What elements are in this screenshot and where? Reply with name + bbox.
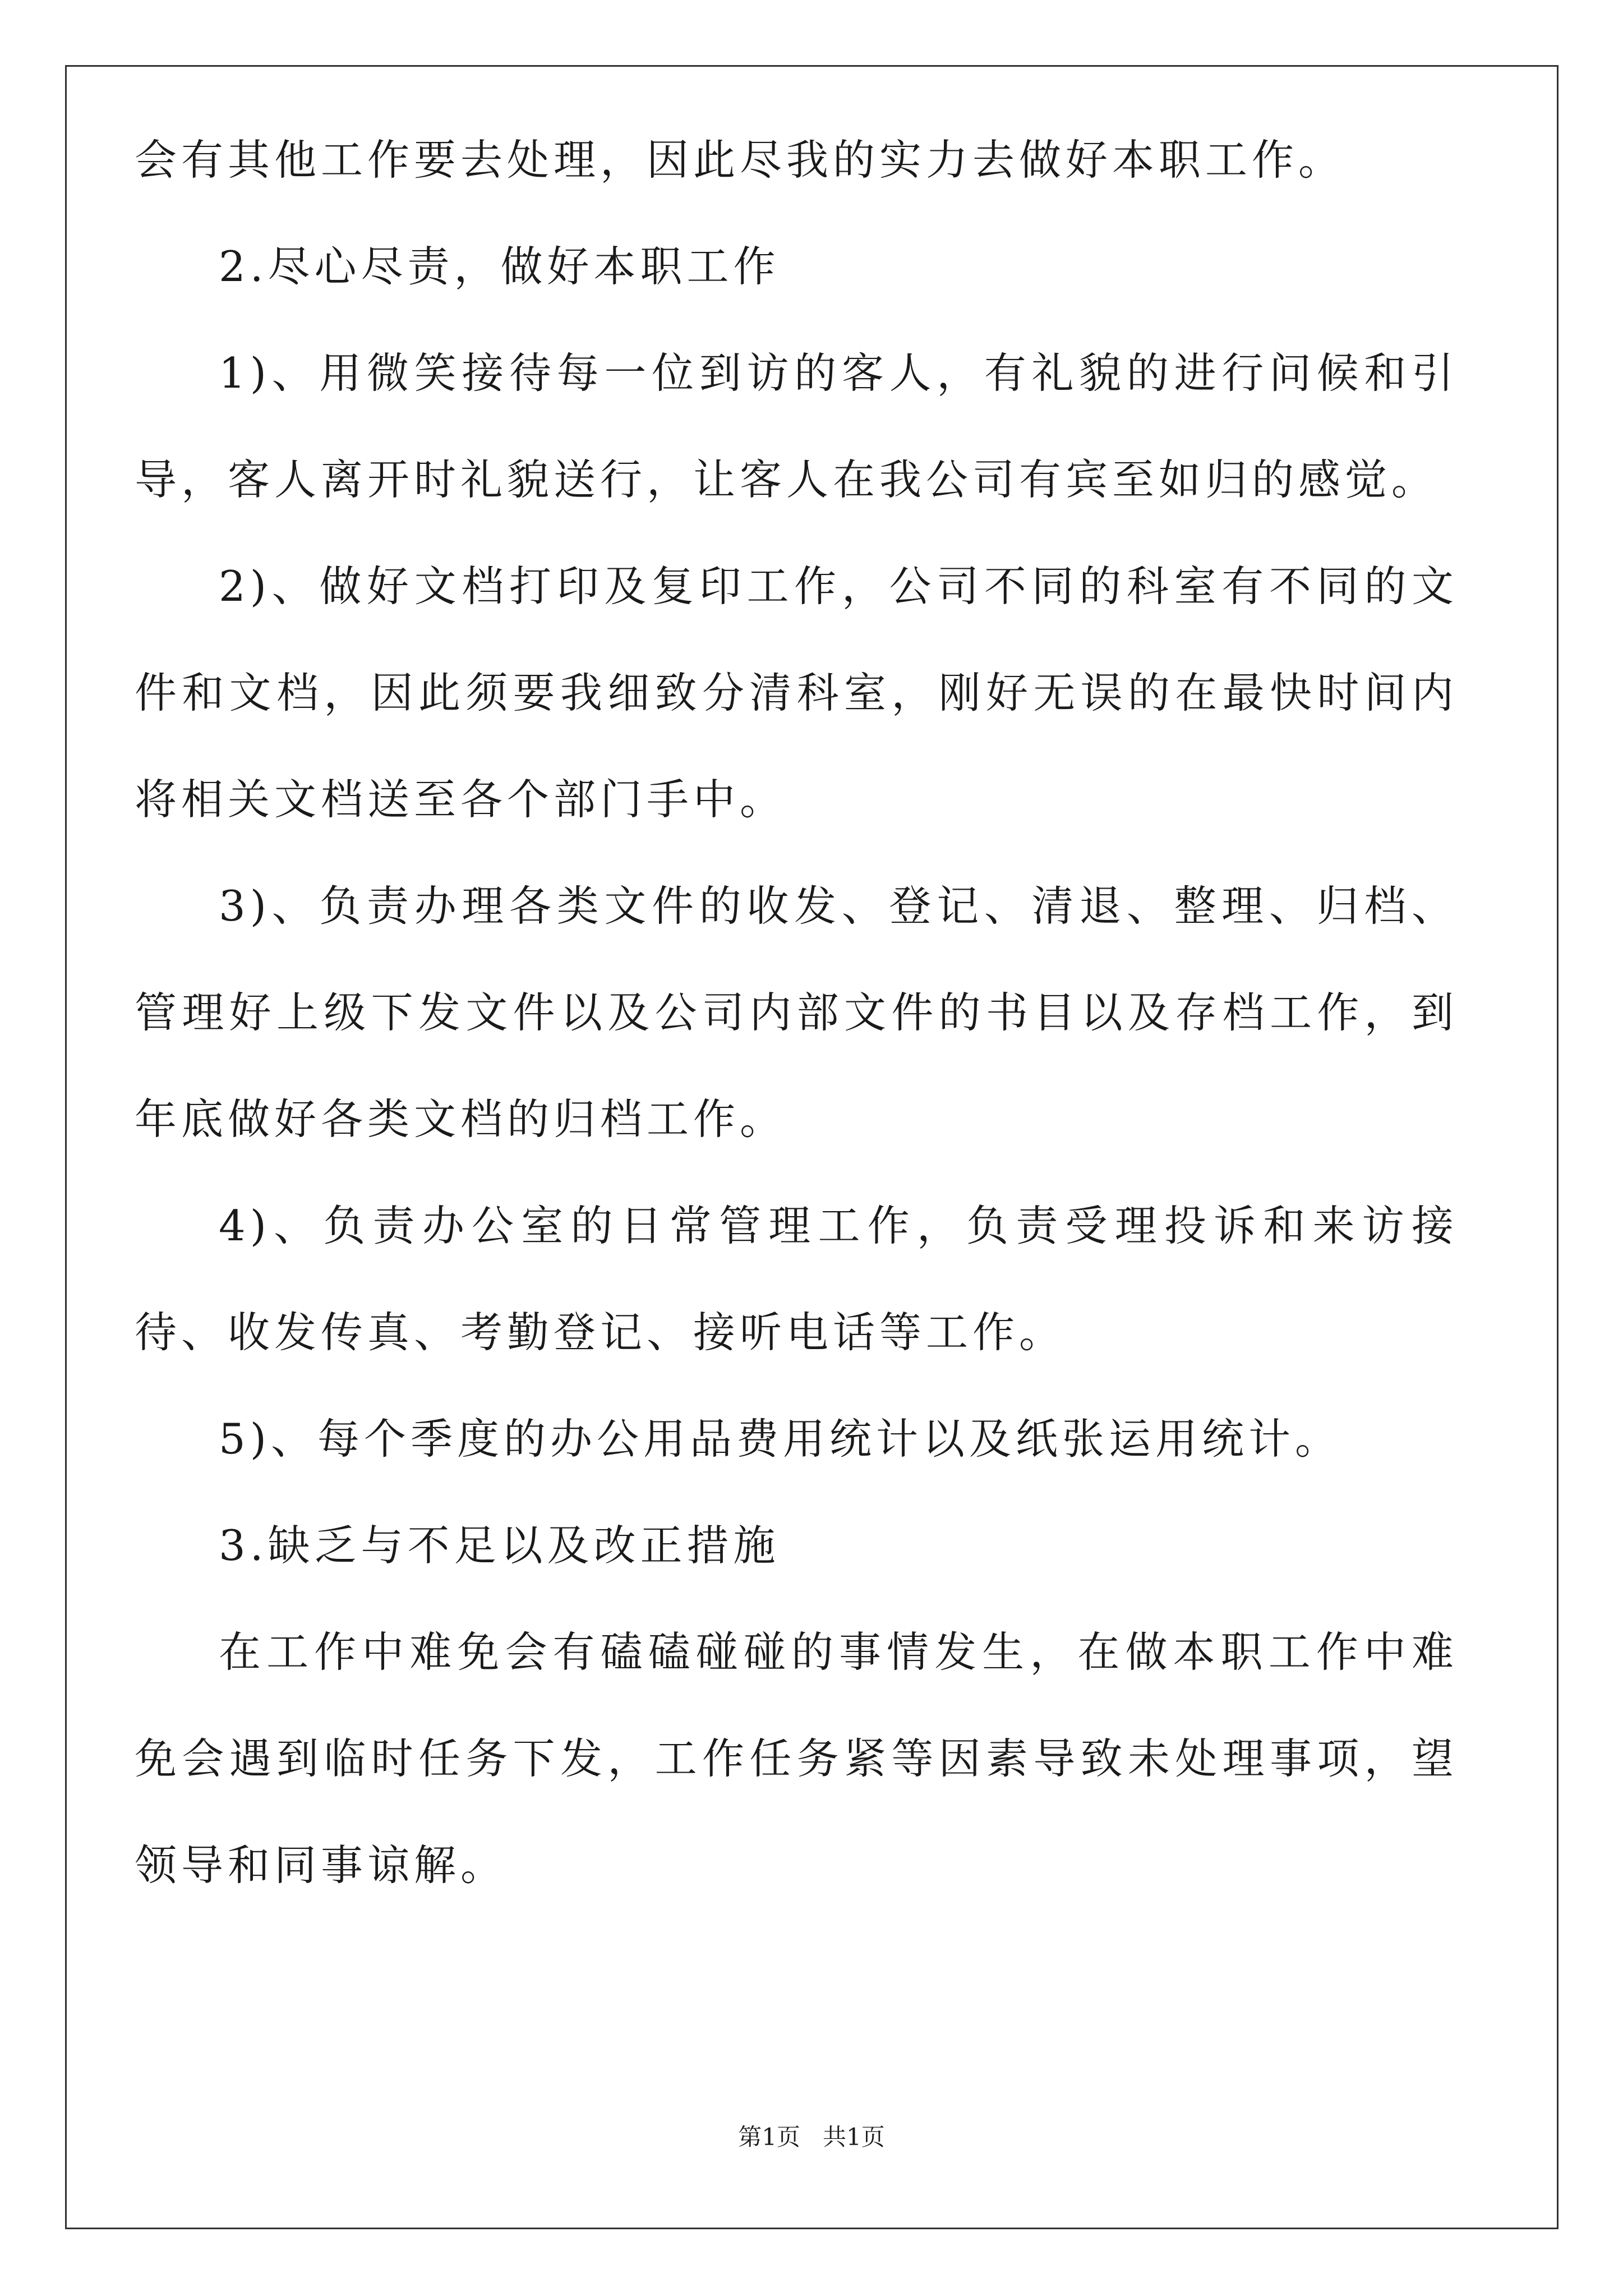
paragraph-item-4: 4)、负责办公室的日常管理工作，负责受理投诉和来访接待、收发传真、考勤登记、接听电话等工作。 <box>135 1201 1458 1357</box>
paragraph-item-1: 1)、用微笑接待每一位到访的客人，有礼貌的进行问候和引导，客人离开时礼貌送行，让客人在我公司有宾至如归的感觉。 <box>135 348 1458 504</box>
paragraph-item-2: 2)、做好文档打印及复印工作，公司不同的科室有不同的文件和文档，因此须要我细致分清科室，刚好无误的在最快时间内将相关文档送至各个部门手中。 <box>135 562 1458 824</box>
page-footer <box>0 2123 1623 2151</box>
page-number: 第1页 <box>738 2123 800 2151</box>
paragraph-1: 会有其他工作要去处理，因此尽我的实力去做好本职工作。 <box>135 135 1345 185</box>
page-total: 共1页 <box>823 2123 885 2151</box>
paragraph-item-3: 3)、负责办理各类文件的收发、登记、清退、整理、归档、管理好上级下发文件以及公司内部文件的书目以及存档工作，到年底做好各类文档的归档工作。 <box>135 881 1458 1144</box>
paragraph-item-5: 5)、每个季度的办公用品费用统计以及纸张运用统计。 <box>219 1414 1341 1464</box>
section-heading-3: 3.缺乏与不足以及改正措施 <box>219 1521 780 1570</box>
document-body <box>135 107 1458 1918</box>
paragraph-closing: 在工作中难免会有磕磕碰碰的事情发生，在做本职工作中难免会遇到临时任务下发，工作任务紧等因素导致未处理事项，望领导和同事谅解。 <box>135 1627 1458 1890</box>
section-heading-2: 2.尽心尽责，做好本职工作 <box>219 242 780 291</box>
